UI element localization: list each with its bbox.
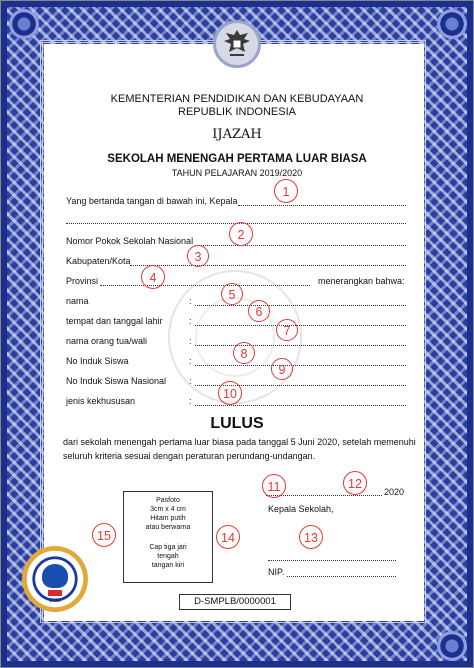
garuda-emblem-icon [213,20,261,68]
city-label: Kabupaten/Kota [66,256,131,266]
special-need-line [195,405,406,406]
country-heading: REPUBLIK INDONESIA [178,106,296,118]
signer-school-line [238,205,406,206]
serial-number: D-SMPLB/0000001 [179,594,291,610]
graduation-status: LULUS [210,415,264,432]
nisn-label: No Induk Siswa Nasional [66,376,167,386]
nip-label: NIP. [268,567,285,577]
nis-label: No Induk Siswa [66,356,129,366]
name-label: nama [66,296,89,306]
tut-wuri-handayani-logo-icon [22,546,88,612]
parent-label: nama orang tua/wali [66,336,148,346]
signer-intro-label: Yang bertanda tangan di bawah ini, Kepala [66,196,238,206]
city-line [130,265,406,266]
npsn-line [195,245,406,246]
document-title: IJAZAH [212,127,262,142]
marker-11: 11 [262,474,286,498]
school-type-heading: SEKOLAH MENENGAH PERTAMA LUAR BIASA [107,153,367,165]
marker-3: 3 [187,245,209,267]
nip-line [287,576,396,577]
marker-7: 7 [276,319,298,341]
marker-6: 6 [248,300,270,322]
principal-name-line [268,560,396,561]
corner-ornament [437,631,467,661]
academic-year: TAHUN PELAJARAN 2019/2020 [171,168,303,178]
declares-label: menerangkan bahwa: [318,276,405,286]
ministry-heading: KEMENTERIAN PENDIDIKAN DAN KEBUDAYAAN [110,93,364,105]
graduation-statement-line-2: seluruh kriteria sesuai dengan peraturan perundang-undangan. [63,451,316,461]
logo-year: 2020 [49,598,61,604]
marker-13: 13 [299,525,323,549]
province-line [100,285,310,286]
marker-5: 5 [221,283,243,305]
issue-year: 2020 [384,487,405,497]
marker-2: 2 [229,222,253,246]
name-line [195,305,406,306]
marker-1: 1 [274,179,298,203]
npsn-label: Nomor Pokok Sekolah Nasional [66,236,194,246]
birth-label: tempat dan tanggal lahir [66,316,163,326]
birth-line [195,325,406,326]
issue-date-line [266,495,382,496]
marker-12: 12 [343,471,367,495]
parent-line [195,345,406,346]
graduation-statement-line-1: dari sekolah menengah pertama luar biasa pada tanggal 5 Juni 2020, setelah memenuhi [63,437,416,447]
special-need-label: jenis kekhususan [66,396,136,406]
marker-14: 14 [216,525,240,549]
photo-placeholder-box: Pasfoto 3cm x 4 cm Hitam putih atau berwarna Cap tiga jari tengah tangan kiri [123,491,213,583]
marker-8: 8 [233,342,255,364]
corner-ornament [9,9,39,39]
province-label: Provinsi [66,276,99,286]
marker-10: 10 [218,381,242,405]
corner-ornament [437,9,467,39]
marker-4: 4 [141,265,165,289]
principal-role: Kepala Sekolah, [268,504,334,514]
marker-9: 9 [271,358,293,380]
marker-15: 15 [92,523,116,547]
certificate-page: KEMENTERIAN PENDIDIKAN DAN KEBUDAYAAN REPUBLIK INDONESIA IJAZAH SEKOLAH MENENGAH PERTAMA LUAR BIASA TAHUN PELAJARAN 2019/2020 Yang bertanda tangan di bawah ini, Kepala Nomor Pokok Sekolah Nasional Kabupaten/Kota Provinsi menerangkan bahwa: nama : tempat dan tanggal lahir : nama orang tua/wali : No Induk Siswa : No Induk Siswa Nasional : jenis kekhususan : LULUS dari sekolah menengah pertama luar biasa pada tanggal 5 Juni 2020, setelah memenuhi seluruh kriteria sesuai dengan peraturan perundang-undangan. 2020 Kepala Sekolah, NIP. Pasfoto 3cm x 4 cm Hitam putih atau berwarna Cap tiga jari tengah tangan kiri 2020 D-SMPLB/0000001 1 2 3 4 5 6 7 8 9 10 11 12 13 14 15 [0,0,474,668]
nis-line [195,365,406,366]
